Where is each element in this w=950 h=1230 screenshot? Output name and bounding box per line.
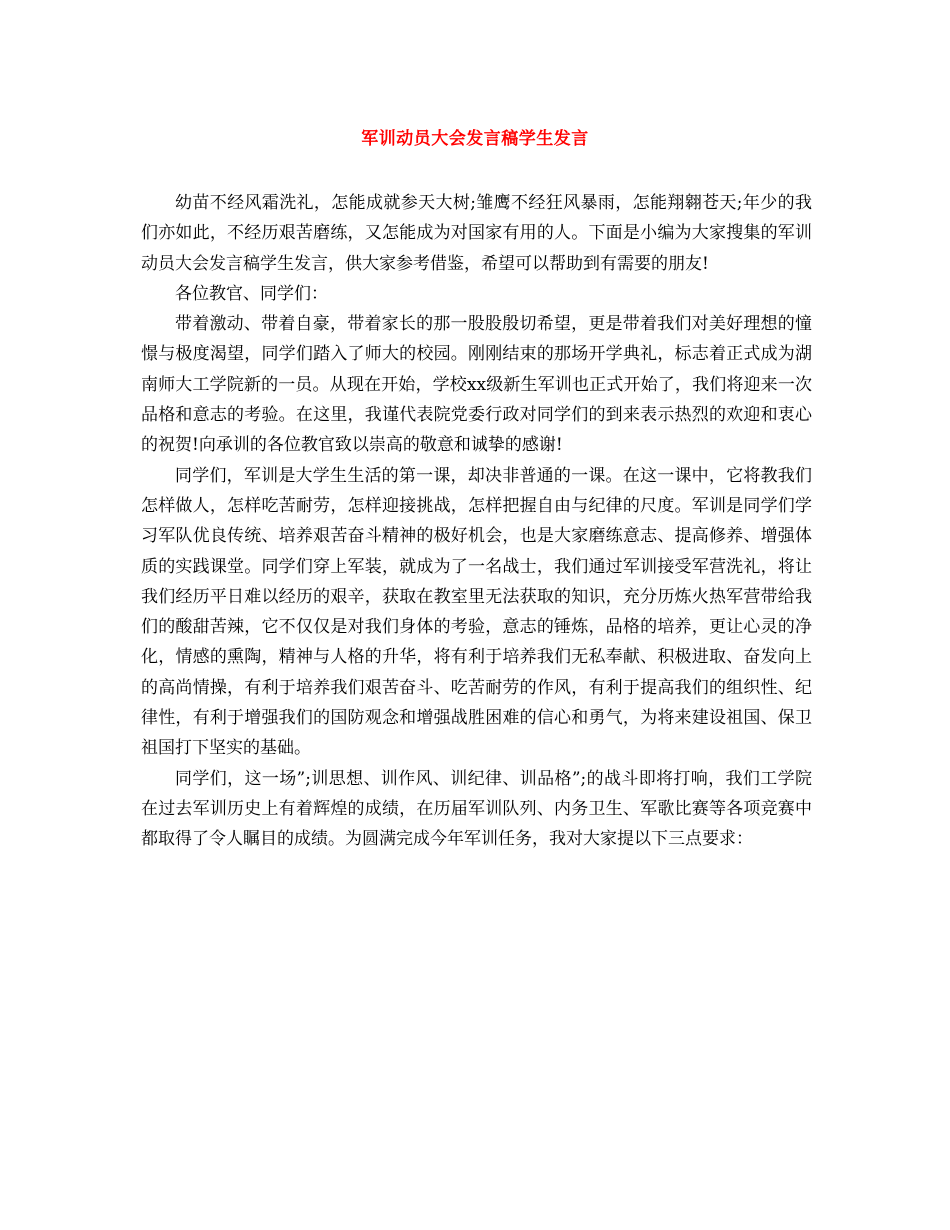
document-body (141, 188, 812, 855)
paragraph-requirements: 同学们，这一场”;训思想、训作风、训纪律、训品格”;的战斗即将打响，我们工学院在过去军训历史上有着辉煌的成绩，在历届军训队列、内务卫生、军歌比赛等各项竞赛中都取得了令人瞩目的成绩。为圆满完成今年军训任务，我对大家提以下三点要求： (141, 768, 812, 850)
paragraph-intro: 幼苗不经风霜洗礼，怎能成就参天大树;雏鹰不经狂风暴雨，怎能翔翱苍天;年少的我们亦如此，不经历艰苦磨练，又怎能成为对国家有用的人。下面是小编为大家搜集的军训动员大会发言稿学生发言，供大家参考借鉴，希望可以帮助到有需要的朋友! (141, 193, 812, 274)
paragraph-welcome: 带着激动、带着自豪，带着家长的那一股股殷切希望，更是带着我们对美好理想的憧憬与极度渴望，同学们踏入了师大的校园。刚刚结束的那场开学典礼，标志着正式成为湖南师大工学院新的一员。从现在开始，学校xx级新生军训也正式开始了，我们将迎来一次品格和意志的考验。在这里，我谨代表院党委行政对同学们的到来表示热烈的欢迎和衷心的祝贺!向承训的各位教官致以崇高的敬意和诚挚的感谢! (141, 314, 812, 456)
paragraph-training-significance: 同学们，军训是大学生生活的第一课，却决非普通的一课。在这一课中，它将教我们怎样做人，怎样吃苦耐劳，怎样迎接挑战，怎样把握自由与纪律的尺度。军训是同学们学习军队优良传统、培养艰苦奋斗精神的极好机会，也是大家磨练意志、提高修养、增强体质的实践课堂。同学们穿上军装，就成为了一名战士，我们通过军训接受军营洗礼，将让我们经历平日难以经历的艰辛，获取在教室里无法获取的知识，充分历炼火热军营带给我们的酸甜苦辣，它不仅仅是对我们身体的考验，意志的锤炼，品格的培养，更让心灵的净化，情感的熏陶，精神与人格的升华，将有利于培养我们无私奉献、积极进取、奋发向上的高尚情操，有利于培养我们艰苦奋斗、吃苦耐劳的作风，有利于提高我们的组织性、纪律性，有利于增强我们的国防观念和增强战胜困难的信心和勇气，为将来建设祖国、保卫祖国打下坚实的基础。 (141, 465, 812, 759)
document-title: 军训动员大会发言稿学生发言 (361, 129, 589, 149)
paragraph-salutation: 各位教官、同学们： (175, 283, 328, 304)
